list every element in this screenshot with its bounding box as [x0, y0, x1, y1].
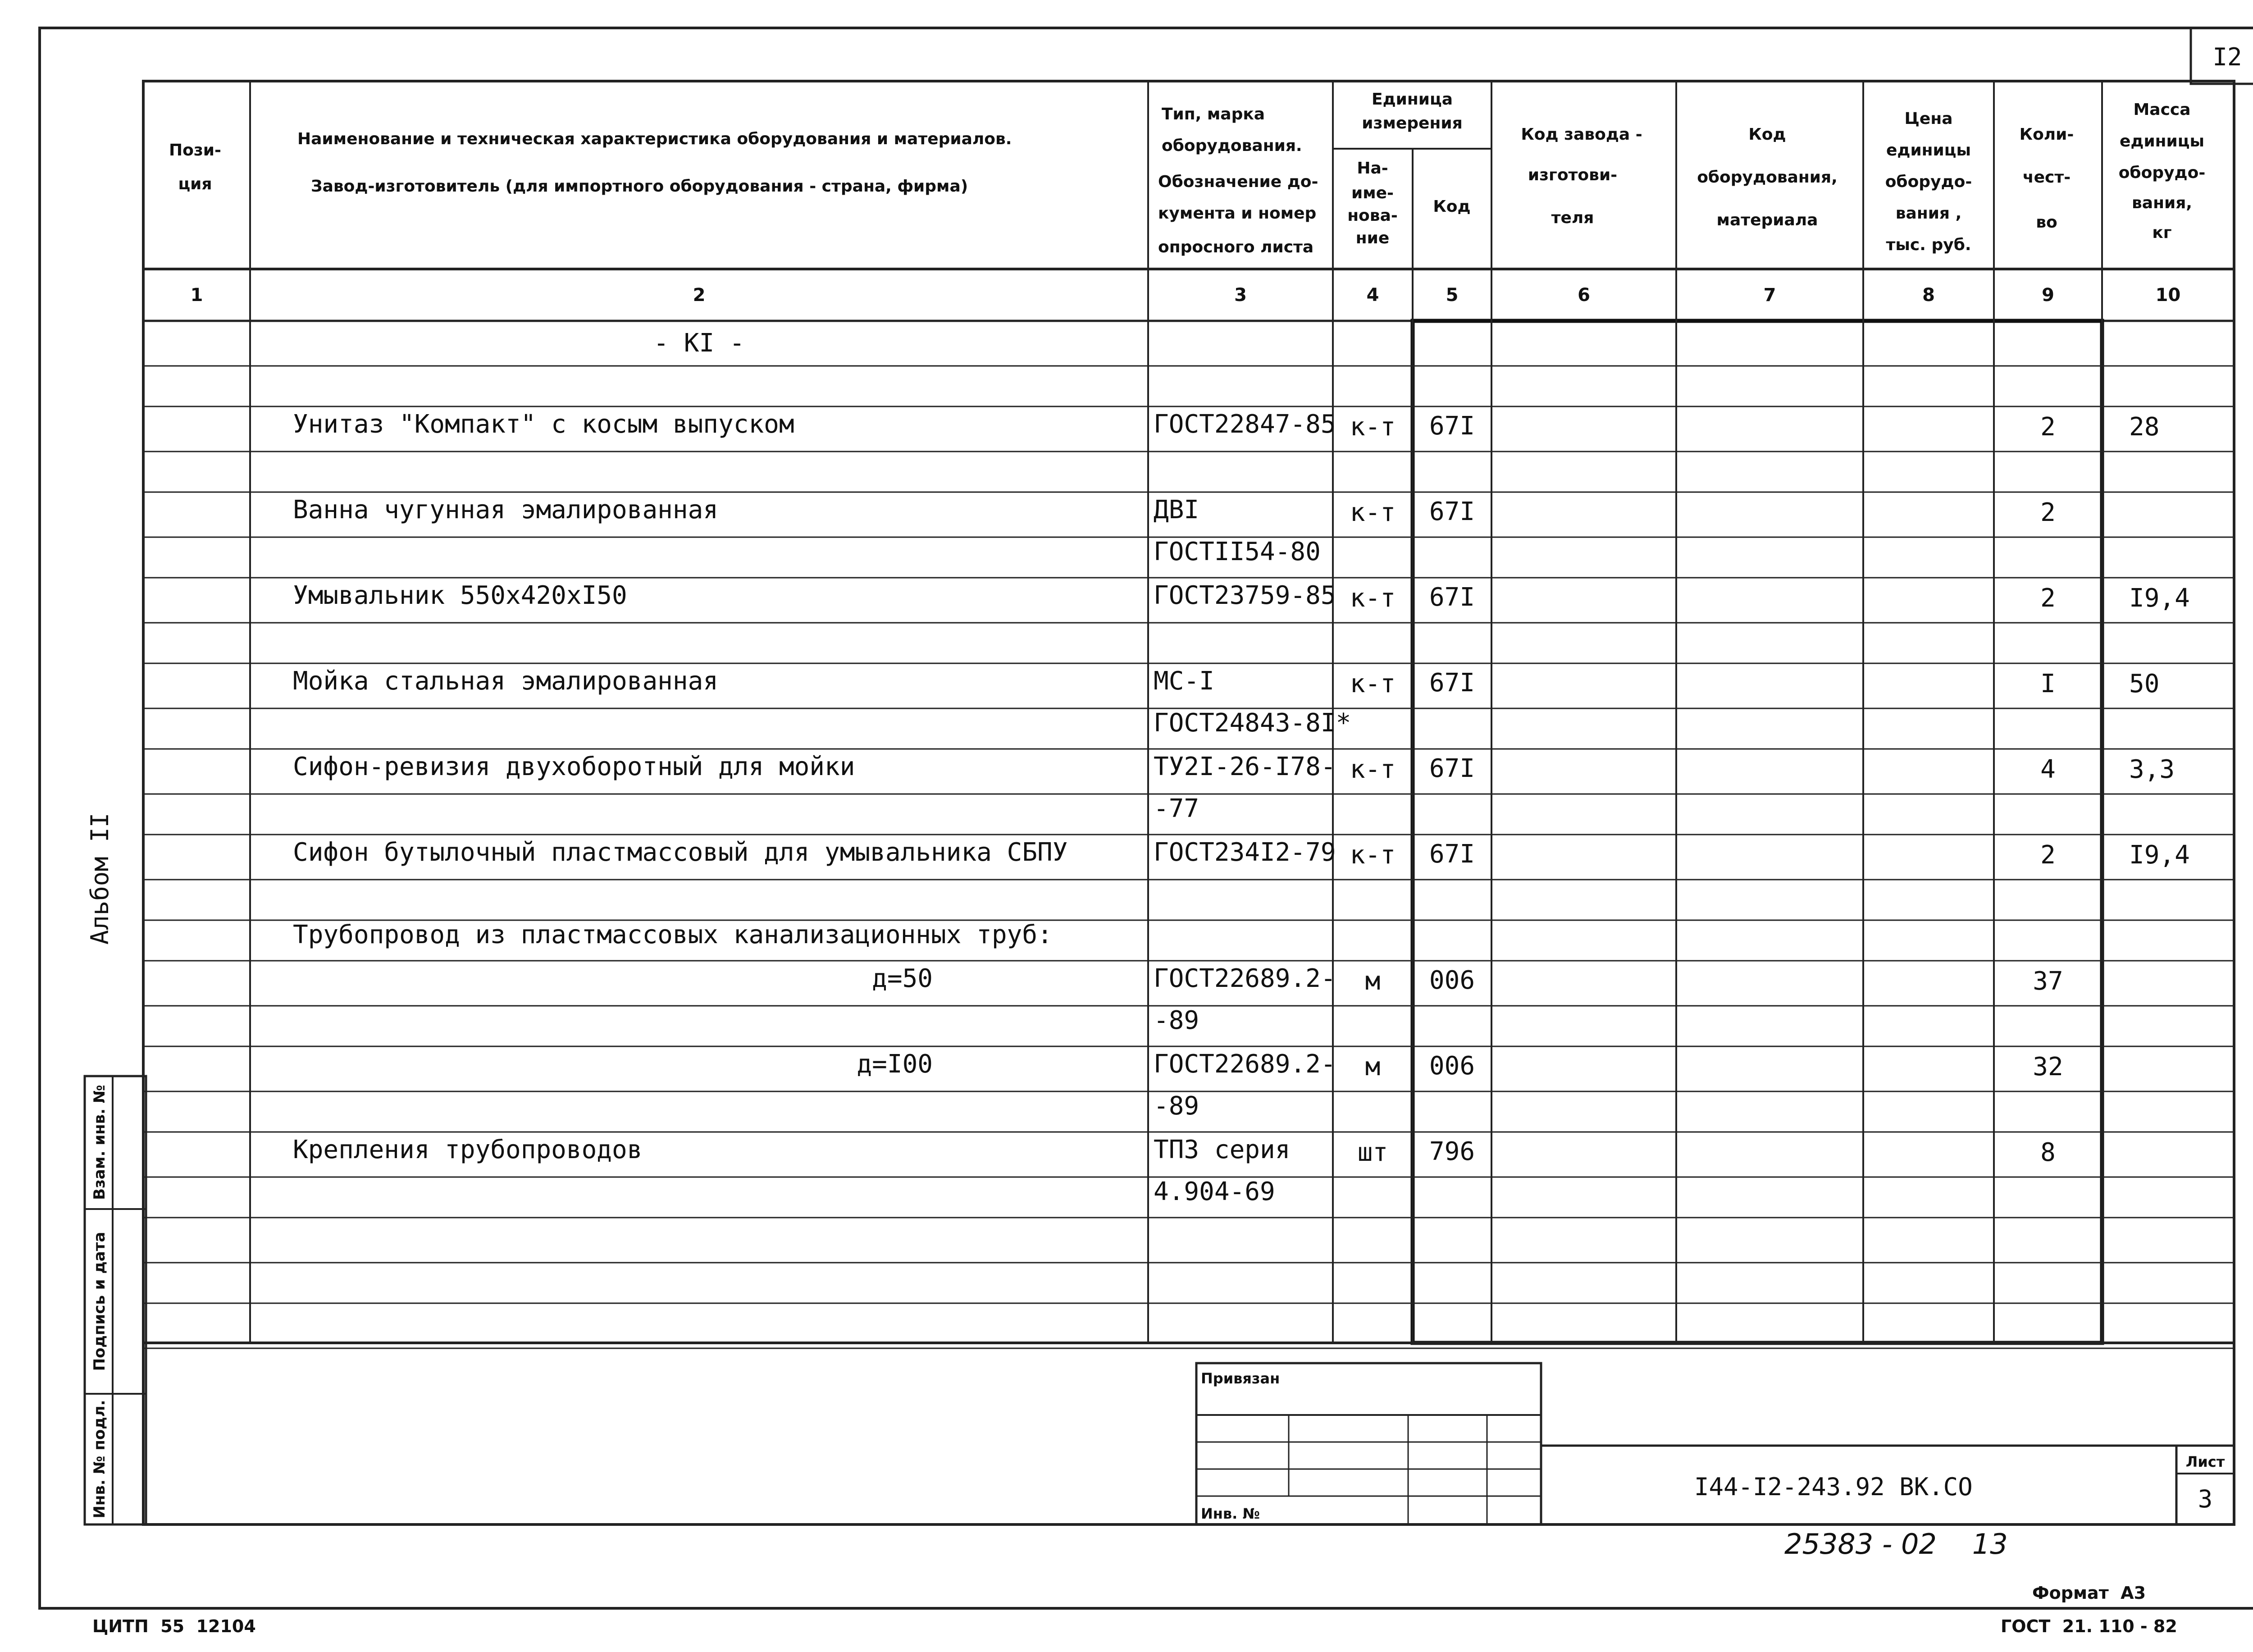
hdr-col9-line1: Коли-	[2019, 125, 2074, 144]
row-code: 67I	[1429, 497, 1475, 526]
row-unit: м	[1365, 1052, 1381, 1082]
hdr-col5: Код	[1433, 197, 1471, 216]
hdr-col4-line3: нова-	[1347, 206, 1398, 225]
title-block	[1196, 1363, 2234, 1524]
row-type: ГОСТ22689.2-	[1154, 1050, 1336, 1079]
row-name: Ванна чугунная эмалированная	[293, 495, 719, 525]
row-name: Крепления трубопроводов	[293, 1135, 643, 1164]
row-qty: 2	[2040, 498, 2056, 527]
row-type: 4.904-69	[1154, 1177, 1275, 1207]
row-mass: I9,4	[2129, 840, 2190, 870]
row-code: 006	[1429, 966, 1475, 995]
row-qty: 2	[2040, 840, 2056, 870]
column-number: 8	[1922, 285, 1935, 306]
row-type: -77	[1154, 794, 1199, 824]
row-unit: к-т	[1350, 412, 1396, 442]
row-name: Мойка стальная эмалированная	[293, 666, 719, 696]
hdr-col9-line3: во	[2036, 213, 2057, 232]
row-qty: 2	[2040, 412, 2056, 442]
column-number: 3	[1234, 285, 1247, 306]
row-code: 796	[1429, 1137, 1475, 1166]
hdr-col8-line5: тыс. руб.	[1886, 236, 1971, 254]
hdr-col8-line1: Цена	[1904, 110, 1953, 128]
hdr-col2-line2: Завод-изготовитель (для импортного оборудования - страна, фирма)	[311, 177, 968, 196]
column-number: 7	[1763, 285, 1776, 306]
row-type: -89	[1154, 1091, 1199, 1121]
hdr-col7-line1: Код	[1748, 125, 1786, 144]
hdr-col8-line4: вания ,	[1895, 204, 1962, 223]
row-qty: 32	[2033, 1052, 2063, 1082]
hdr-col2-line1: Наименование и техническая характеристика оборудования и материалов.	[297, 130, 1012, 148]
column-number: 2	[693, 285, 706, 306]
row-type: ГОСТ23759-85	[1154, 581, 1336, 610]
row-name: Унитаз "Компакт" с косым выпуском	[293, 410, 794, 439]
hdr-col8-line3: оборудо-	[1885, 173, 1972, 191]
row-code: 67I	[1429, 754, 1475, 783]
row-qty: 2	[2040, 584, 2056, 613]
hdr-col6-line2: изготови-	[1528, 166, 1618, 184]
hdr-col10-line4: вания,	[2132, 194, 2192, 212]
row-name: Трубопровод из пластмассовых канализационных труб:	[293, 920, 1053, 950]
row-type: ГОСТ22689.2-	[1154, 964, 1336, 993]
handwritten-number: 25383 - 02 13	[1784, 1528, 2008, 1561]
stamp-sign-date: Подпись и дата	[91, 1232, 109, 1371]
row-name: Сифон бутылочный пластмассовый для умывальника СБПУ	[293, 838, 1068, 867]
row-qty: I	[2040, 669, 2056, 698]
sheet-label: Лист	[2185, 1453, 2225, 1470]
row-type: ДВI	[1154, 495, 1199, 525]
hdr-col10-line1: Масса	[2133, 100, 2191, 119]
row-code: 67I	[1429, 411, 1475, 441]
column-number: 1	[190, 285, 203, 306]
column-number: 6	[1578, 285, 1590, 306]
row-code: 006	[1429, 1051, 1475, 1081]
outer-frame	[40, 28, 2253, 1608]
column-number: 5	[1446, 285, 1459, 306]
corner-sheet-number: I2	[2212, 43, 2242, 71]
privyazan-label: Привязан	[1201, 1370, 1280, 1387]
row-unit: к-т	[1350, 755, 1396, 784]
hdr-col1-line1: Пози-	[169, 141, 221, 160]
column-number: 4	[1366, 285, 1379, 306]
bold-block	[1413, 321, 2102, 1343]
row-type: МС-I	[1154, 666, 1214, 696]
column-number: 10	[2155, 285, 2181, 306]
row-type: ГОСТ24843-8I*	[1154, 708, 1351, 738]
hdr-col8-line2: единицы	[1886, 141, 1971, 160]
hdr-col4-line2: име-	[1351, 184, 1394, 202]
hdr-col4-line4: ние	[1355, 229, 1390, 247]
hdr-col7-line2: оборудования,	[1697, 168, 1838, 187]
hdr-col3-line2: оборудования.	[1162, 137, 1302, 155]
row-name: д=50	[872, 964, 933, 993]
row-name: Умывальник 550х420хI50	[293, 581, 627, 610]
row-name: - KI -	[653, 329, 745, 358]
row-type: ГОСТ22847-85	[1154, 410, 1336, 439]
row-code: 67I	[1429, 583, 1475, 612]
column-numbers	[191, 285, 2181, 306]
hdr-col10-line3: оборудо-	[2118, 164, 2206, 182]
hdr-col1-line2: ция	[178, 175, 212, 193]
row-unit: к-т	[1350, 840, 1396, 870]
table-header	[169, 90, 2205, 256]
hdr-col7-line3: материала	[1716, 211, 1818, 229]
row-type: ТУ2I-26-I78-	[1154, 752, 1336, 781]
hdr-col6-line3: теля	[1551, 209, 1594, 227]
row-mass: 3,3	[2129, 755, 2175, 784]
row-type: ГОСТII54-80	[1154, 537, 1321, 567]
hdr-col10-line5: кг	[2152, 224, 2172, 242]
hdr-col4-line1: На-	[1357, 159, 1388, 178]
hdr-col3-line1: Тип, марка	[1162, 105, 1265, 123]
inv-no-label: Инв. №	[1201, 1505, 1260, 1522]
footer-format: Формат А3	[2032, 1583, 2146, 1603]
hdr-col3-line5: опросного листа	[1158, 238, 1314, 256]
row-mass: 28	[2129, 412, 2160, 442]
row-unit: шт	[1357, 1138, 1388, 1167]
table-body	[293, 329, 2190, 1206]
album-label: Альбом II	[86, 812, 114, 945]
hdr-col3-line3: Обозначение до-	[1158, 173, 1318, 191]
stamp-vzam-inv: Взам. инв. №	[91, 1085, 109, 1200]
row-name: д=I00	[857, 1050, 933, 1079]
row-type: ГОСТ234I2-79	[1154, 838, 1336, 867]
doc-code: I44-I2-243.92 ВК.СО	[1694, 1473, 1973, 1501]
hdr-col10-line2: единицы	[2119, 132, 2205, 151]
stamp-inv-podl: Инв. № подл.	[91, 1400, 109, 1519]
row-name: Сифон-ревизия двухоборотный для мойки	[293, 752, 855, 781]
row-unit: к-т	[1350, 584, 1396, 613]
row-qty: 4	[2040, 755, 2056, 784]
column-number: 9	[2042, 285, 2054, 306]
row-unit: к-т	[1350, 498, 1396, 527]
hdr-col9-line2: чест-	[2022, 168, 2071, 187]
row-mass: I9,4	[2129, 584, 2190, 613]
row-unit: м	[1365, 967, 1381, 996]
hdr-unit-line2: измерения	[1362, 114, 1463, 132]
footer-left: ЦИТП 55 12104	[92, 1616, 256, 1636]
footer-gost: ГОСТ 21. 110 - 82	[2001, 1616, 2177, 1636]
row-mass: 50	[2129, 669, 2160, 698]
row-code: 67I	[1429, 840, 1475, 869]
row-code: 67I	[1429, 668, 1475, 698]
row-unit: к-т	[1350, 669, 1396, 698]
row-qty: 37	[2033, 967, 2063, 996]
hdr-col6-line1: Код завода -	[1521, 125, 1642, 144]
hdr-unit-line1: Единица	[1372, 90, 1453, 109]
row-qty: 8	[2040, 1138, 2056, 1167]
row-type: -89	[1154, 1006, 1199, 1036]
sheet-number: 3	[2198, 1485, 2213, 1513]
hdr-col3-line4: кумента и номер	[1158, 204, 1317, 223]
row-type: ТПЗ серия	[1154, 1135, 1291, 1164]
